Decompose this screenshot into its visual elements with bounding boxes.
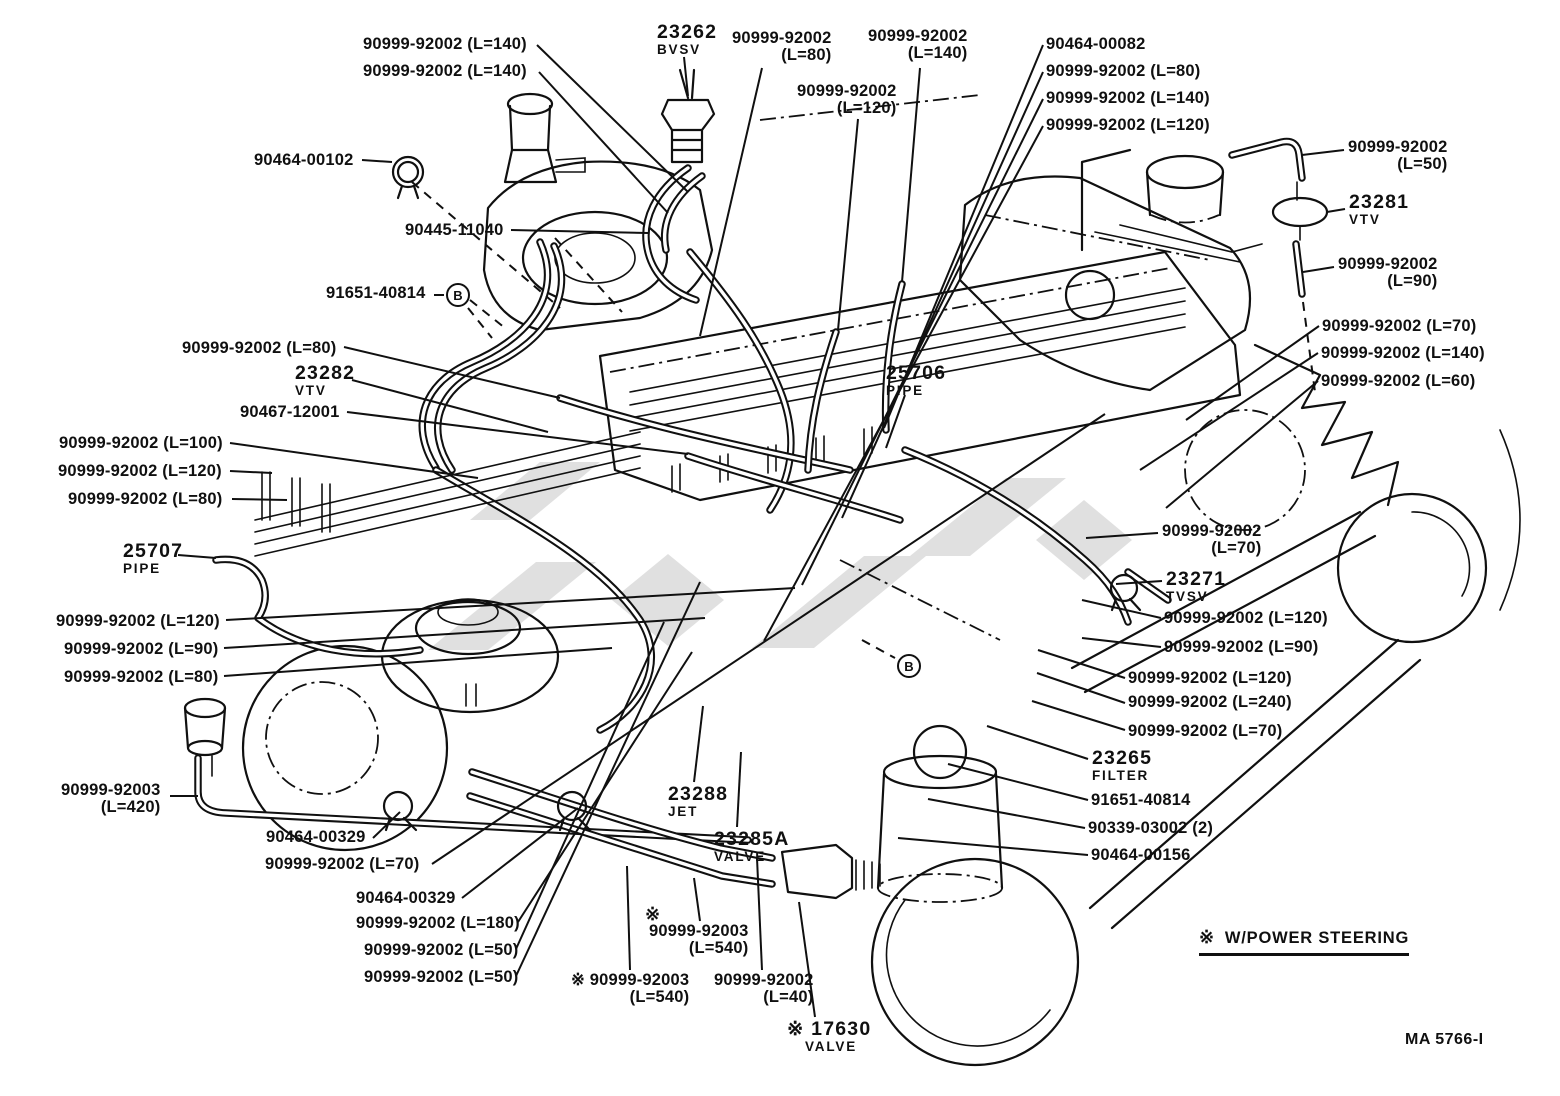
asterisk-note-mark: ※	[1199, 927, 1215, 947]
part-number: 91651-40814	[1091, 791, 1191, 809]
part-label	[364, 942, 519, 959]
part-number: 90999-92002 (L=90)	[64, 640, 219, 658]
part-label	[363, 36, 527, 53]
part-label	[356, 915, 520, 932]
part-label	[254, 152, 353, 169]
part-label-subline: VTV	[1349, 212, 1381, 228]
part-label	[1128, 670, 1292, 687]
part-label	[1321, 373, 1476, 390]
part-number: 90999-92002 (L=80)	[68, 490, 223, 508]
part-label	[668, 784, 728, 820]
note-text: W/POWER STEERING	[1224, 929, 1410, 947]
part-label	[1092, 748, 1152, 784]
part-number: 90464-00102	[254, 151, 354, 169]
part-number: 23288	[668, 783, 729, 805]
part-label-subline: PIPE	[886, 383, 924, 399]
part-number: 25706	[886, 362, 947, 384]
part-number: 90999-92002 (L=120)	[1164, 609, 1328, 627]
part-number: 90999-92002	[797, 82, 897, 100]
part-label-subline: PIPE	[123, 561, 161, 577]
part-number: ※ 17630	[787, 1018, 872, 1040]
part-number: 90999-92002 (L=180)	[356, 914, 520, 932]
part-label	[56, 613, 220, 630]
part-label	[1321, 345, 1485, 362]
part-number: 90464-00156	[1091, 846, 1191, 864]
part-number: 90999-92002 (L=60)	[1321, 372, 1476, 390]
part-label	[1166, 569, 1226, 605]
part-label-subline: (L=90)	[1387, 272, 1438, 291]
part-number: 90464-00329	[266, 828, 366, 846]
part-number: 90999-92002 (L=70)	[1128, 722, 1283, 740]
part-number: 23265	[1092, 747, 1153, 769]
part-label	[295, 363, 355, 399]
part-label	[649, 923, 748, 958]
part-label	[265, 856, 420, 873]
part-label	[326, 285, 425, 302]
part-label	[1088, 820, 1213, 837]
part-number: 90999-92002 (L=140)	[363, 62, 527, 80]
part-number: 90999-92002	[714, 971, 814, 989]
part-label	[787, 1019, 871, 1055]
part-label-subline: VALVE	[805, 1039, 858, 1055]
part-label-subline: (L=540)	[629, 988, 690, 1007]
part-label	[363, 63, 527, 80]
part-label-subline: BVSV	[657, 42, 701, 58]
part-number: 90999-92002	[868, 27, 968, 45]
part-number: 90999-92002 (L=120)	[58, 462, 222, 480]
part-label	[571, 972, 689, 1007]
part-label-subline: TVSV	[1166, 589, 1209, 605]
part-number: 90467-12001	[240, 403, 340, 421]
part-number: 90999-92002 (L=140)	[1046, 89, 1210, 107]
part-label	[797, 83, 896, 118]
part-number: 90999-92002 (L=80)	[1046, 62, 1201, 80]
part-number: 90999-92002	[732, 29, 832, 47]
part-label	[868, 28, 967, 63]
part-label	[356, 890, 455, 907]
part-label-subline: VALVE	[714, 849, 767, 865]
part-number: 90999-92002 (L=70)	[265, 855, 420, 873]
part-label	[1322, 318, 1477, 335]
part-label	[68, 491, 223, 508]
part-label-subline: (L=70)	[1211, 539, 1262, 558]
part-label-subline: JET	[668, 804, 699, 820]
part-number: 90464-00329	[356, 889, 456, 907]
bolt-callout-badge-b2: B	[897, 654, 921, 678]
part-label	[266, 829, 365, 846]
part-label	[364, 969, 519, 986]
part-number: 90999-92002 (L=70)	[1322, 317, 1477, 335]
part-number: 90464-00082	[1046, 35, 1146, 53]
part-number: 90999-92002 (L=140)	[363, 35, 527, 53]
part-label	[240, 404, 339, 421]
part-label	[1091, 792, 1190, 809]
part-label-subline: FILTER	[1092, 768, 1150, 784]
part-label	[405, 222, 504, 239]
part-label	[1046, 63, 1201, 80]
part-label	[1348, 139, 1447, 174]
part-number: 90999-92002 (L=120)	[1046, 116, 1210, 134]
part-label	[732, 30, 831, 65]
part-label	[1164, 610, 1328, 627]
part-label-subline: (L=50)	[1397, 155, 1448, 174]
part-label	[714, 972, 813, 1007]
part-label	[1128, 694, 1292, 711]
part-number: ※	[645, 904, 661, 924]
part-label	[58, 463, 222, 480]
part-number: 90445-11040	[405, 221, 504, 239]
part-label	[123, 541, 183, 577]
part-number: 23282	[295, 362, 356, 384]
part-number: 90999-92003	[61, 781, 161, 799]
part-label	[1164, 639, 1319, 656]
part-number: 90999-92002	[1338, 255, 1438, 273]
part-label-subline: VTV	[295, 383, 327, 399]
part-number: 90999-92002 (L=50)	[364, 968, 519, 986]
part-number: 90339-03002 (2)	[1088, 819, 1214, 837]
part-label	[886, 363, 946, 399]
part-label-subline: (L=40)	[763, 988, 814, 1007]
part-label	[61, 782, 160, 817]
part-label	[1046, 36, 1145, 53]
part-number: 90999-92002 (L=80)	[182, 339, 337, 357]
part-number: 90999-92003	[649, 922, 749, 940]
part-number: 90999-92002 (L=80)	[64, 668, 219, 686]
part-label	[59, 435, 223, 452]
part-number: 91651-40814	[326, 284, 426, 302]
part-label	[657, 22, 717, 58]
part-number: 23262	[657, 21, 718, 43]
part-number: 23271	[1166, 568, 1227, 590]
part-number: 23285A	[714, 828, 790, 850]
part-label	[1338, 256, 1437, 291]
figure-code: MA 5766-I	[1405, 1031, 1484, 1048]
part-number: 90999-92002 (L=100)	[59, 434, 223, 452]
part-number: ※ 90999-92003	[571, 971, 690, 989]
part-label	[1046, 117, 1210, 134]
part-label-subline: (L=120)	[836, 99, 897, 118]
part-label	[182, 340, 337, 357]
part-number: 90999-92002 (L=50)	[364, 941, 519, 959]
part-number: 90999-92002 (L=120)	[1128, 669, 1292, 687]
part-number: 90999-92002 (L=90)	[1164, 638, 1319, 656]
part-number: 23281	[1349, 191, 1410, 213]
part-number: 90999-92002 (L=120)	[56, 612, 220, 630]
power-steering-note	[1199, 927, 1409, 956]
part-label	[1128, 723, 1283, 740]
part-label-subline: (L=540)	[688, 939, 749, 958]
part-label-subline: (L=420)	[100, 798, 161, 817]
part-label-subline: (L=80)	[781, 46, 832, 65]
part-label	[1349, 192, 1409, 228]
part-label	[64, 669, 219, 686]
part-label-subline: (L=140)	[907, 44, 968, 63]
part-label	[714, 829, 790, 865]
part-label	[1162, 523, 1261, 558]
part-number: 25707	[123, 540, 184, 562]
bolt-callout-badge-b1: B	[446, 283, 470, 307]
part-number: 90999-92002 (L=140)	[1321, 344, 1485, 362]
part-number: 90999-92002	[1162, 522, 1262, 540]
part-number: 90999-92002	[1348, 138, 1448, 156]
part-label	[64, 641, 219, 658]
part-number: 90999-92002 (L=240)	[1128, 693, 1292, 711]
part-label	[1091, 847, 1190, 864]
part-label	[1046, 90, 1210, 107]
